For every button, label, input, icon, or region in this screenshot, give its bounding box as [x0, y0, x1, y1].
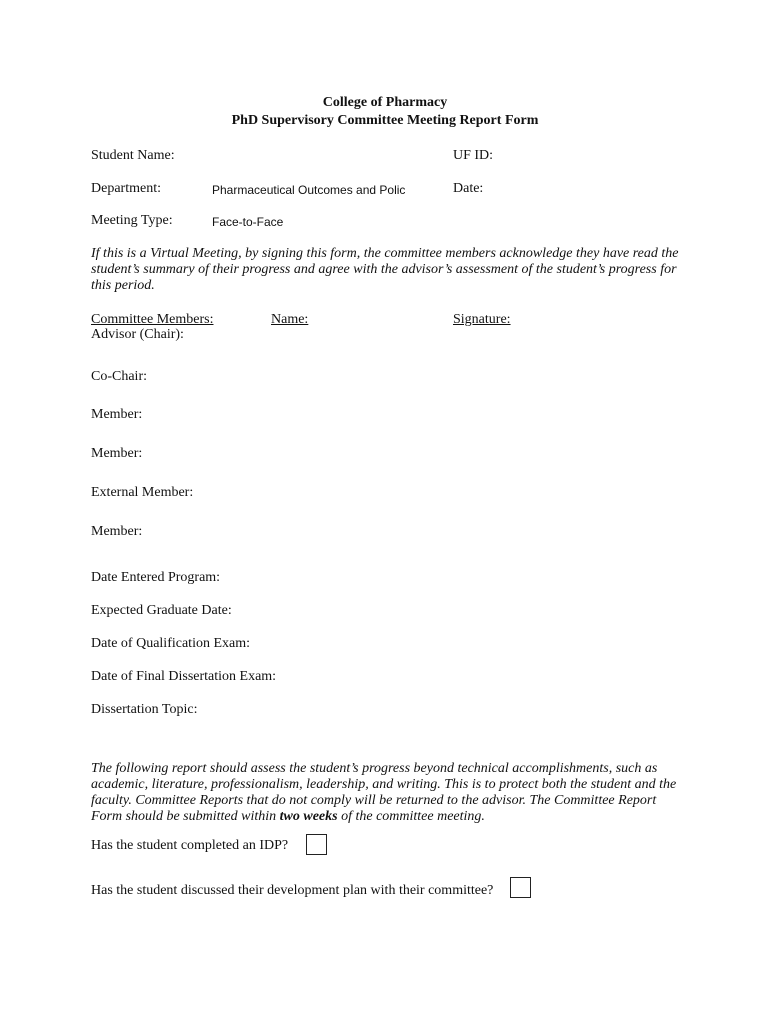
form-college-title: College of Pharmacy	[322, 95, 448, 110]
idp-checkbox[interactable]	[306, 834, 327, 855]
report-notice-text: Form should be submitted within	[91, 809, 280, 824]
department-label: Department:	[91, 181, 161, 196]
virtual-notice-line: this period.	[91, 278, 155, 293]
ufid-field[interactable]	[500, 148, 680, 164]
name-column-header: Name:	[271, 312, 309, 327]
committee-role-member: Member:	[91, 446, 143, 461]
co-chair-name-field[interactable]	[271, 369, 441, 385]
report-notice-line: faculty. Committee Reports that do not comply will be returned to the advisor. The Committee Report	[91, 793, 657, 808]
meeting-type-label: Meeting Type:	[91, 213, 173, 228]
form-title: PhD Supervisory Committee Meeting Report Form	[231, 113, 539, 128]
final-dissertation-exam-date-field[interactable]	[285, 669, 585, 685]
member-name-field[interactable]	[271, 524, 441, 540]
external-member-signature-field[interactable]	[453, 485, 673, 501]
date-label: Date:	[453, 181, 484, 196]
virtual-notice-line: If this is a Virtual Meeting, by signing this form, the committee members acknowledge they have read the	[91, 246, 679, 261]
co-chair-signature-field[interactable]	[453, 369, 673, 385]
member-signature-field[interactable]	[453, 407, 673, 423]
member-signature-field[interactable]	[453, 524, 673, 540]
expected-graduate-date-label: Expected Graduate Date:	[91, 603, 232, 618]
development-plan-checkbox[interactable]	[510, 877, 531, 898]
virtual-notice-line: student’s summary of their progress and agree with the advisor’s assessment of the student’s progress for	[91, 262, 677, 277]
committee-role-member: Member:	[91, 407, 143, 422]
virtual-meeting-notice	[91, 246, 691, 294]
student-name-field[interactable]	[212, 148, 432, 164]
committee-role-member: Member:	[91, 524, 143, 539]
expected-graduate-date-field[interactable]	[240, 603, 540, 619]
report-notice-line: academic, literature, professionalism, leadership, and writing. This is to protect both the student and the	[91, 777, 677, 792]
qualification-exam-date-label: Date of Qualification Exam:	[91, 636, 250, 651]
advisor-signature-field[interactable]	[453, 327, 673, 343]
report-notice-line	[91, 809, 691, 825]
report-notice-text: of the committee meeting.	[337, 809, 485, 824]
final-dissertation-exam-date-label: Date of Final Dissertation Exam:	[91, 669, 277, 684]
date-entered-program-label: Date Entered Program:	[91, 570, 221, 585]
member-signature-field[interactable]	[453, 446, 673, 462]
meeting-type-field[interactable]: Face-to-Face	[212, 215, 284, 229]
committee-role-co-chair: Co-Chair:	[91, 369, 147, 384]
qualification-exam-date-field[interactable]	[260, 636, 560, 652]
department-field[interactable]: Pharmaceutical Outcomes and Polic	[212, 183, 406, 197]
idp-question-label: Has the student completed an IDP?	[91, 838, 289, 853]
date-field[interactable]	[500, 181, 680, 197]
date-entered-program-field[interactable]	[230, 570, 530, 586]
dissertation-topic-label: Dissertation Topic:	[91, 702, 198, 717]
student-name-label: Student Name:	[91, 148, 175, 163]
ufid-label: UF ID:	[453, 148, 494, 163]
committee-members-header: Committee Members:	[91, 312, 214, 327]
report-notice-line: The following report should assess the student’s progress beyond technical accomplishments, such as	[91, 761, 658, 776]
member-name-field[interactable]	[271, 407, 441, 423]
external-member-name-field[interactable]	[271, 485, 441, 501]
dissertation-topic-field[interactable]	[210, 702, 670, 718]
member-name-field[interactable]	[271, 446, 441, 462]
committee-role-external-member: External Member:	[91, 485, 194, 500]
report-guidelines-notice	[91, 761, 691, 825]
two-weeks-emphasis: two weeks	[279, 809, 338, 824]
development-plan-question-label: Has the student discussed their development plan with their committee?	[91, 883, 494, 898]
signature-column-header: Signature:	[453, 312, 511, 327]
advisor-name-field[interactable]	[271, 327, 441, 343]
committee-role-advisor: Advisor (Chair):	[91, 327, 184, 342]
